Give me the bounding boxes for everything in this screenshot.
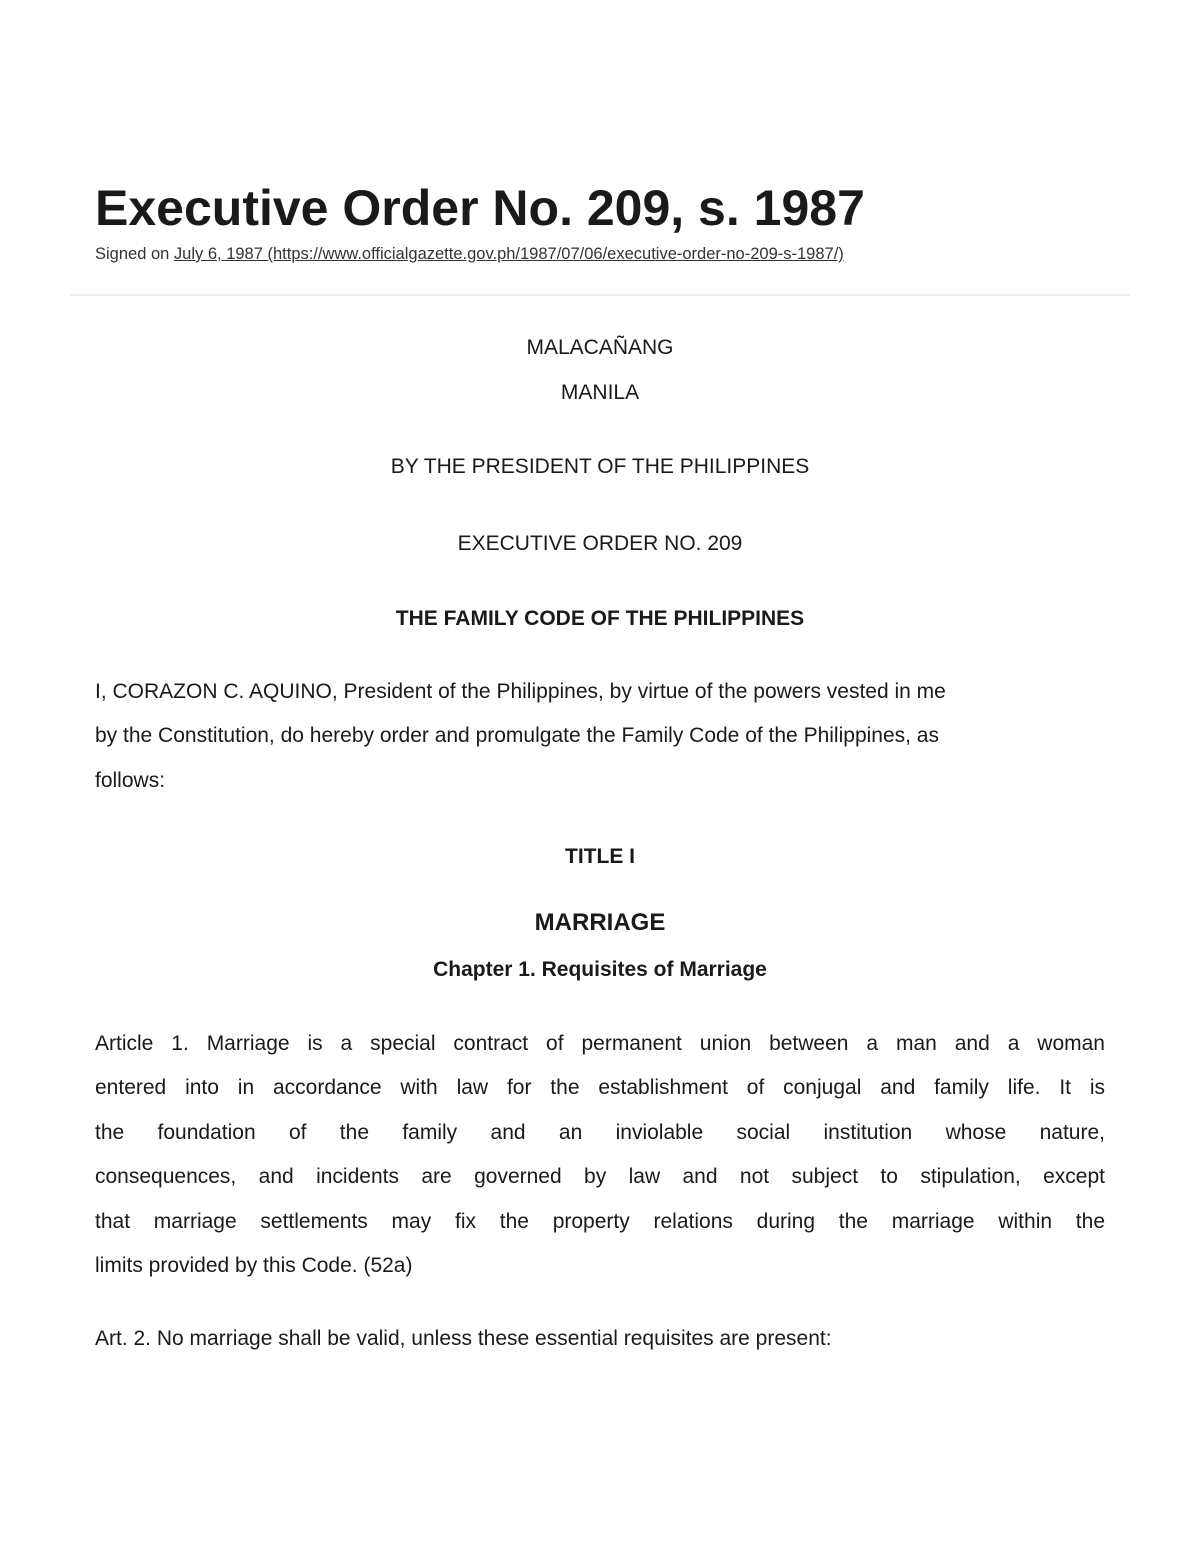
header-divider <box>70 294 1130 296</box>
signed-prefix: Signed on <box>95 245 170 263</box>
article-1-line: limits provided by this Code. (52a) <box>95 1253 413 1277</box>
family-code-title: THE FAMILY CODE OF THE PHILIPPINES <box>395 607 805 630</box>
article-1-line: the foundation of the family and an inviolable social institution whose nature, <box>95 1120 1105 1144</box>
article-2-paragraph <box>95 1317 1105 1361</box>
title-heading: TITLE I <box>565 845 635 868</box>
preamble-line: by the Constitution, do hereby order and promulgate the Family Code of the Philippines, as <box>95 724 939 748</box>
article-1-paragraph <box>95 1022 1105 1288</box>
malacanang-line: MALACAÑANG <box>526 336 674 359</box>
marriage-heading: MARRIAGE <box>534 909 666 936</box>
article-1-line: Article 1. Marriage is a special contract of permanent union between a man and a woman <box>95 1032 1105 1055</box>
article-1-line: consequences, and incidents are governed by law and not subject to stipulation, except <box>95 1165 1105 1189</box>
article-2-line: Art. 2. No marriage shall be valid, unless these essential requisites are present: <box>95 1327 832 1350</box>
document-title: Executive Order No. 209, s. 1987 <box>95 180 865 236</box>
executive-order-number-line: EXECUTIVE ORDER NO. 209 <box>457 532 743 555</box>
by-the-president-line: BY THE PRESIDENT OF THE PHILIPPINES <box>390 455 810 478</box>
preamble-line: follows: <box>95 768 166 792</box>
signed-date-line <box>95 243 844 265</box>
preamble-line: I, CORAZON C. AQUINO, President of the Philippines, by virtue of the powers vested in me <box>95 680 946 703</box>
article-1-line: entered into in accordance with law for the establishment of conjugal and family life. It is <box>95 1076 1105 1100</box>
manila-line: MANILA <box>560 381 640 404</box>
chapter-heading: Chapter 1. Requisites of Marriage <box>433 958 767 981</box>
article-1-line: that marriage settlements may fix the property relations during the marriage within the <box>95 1209 1105 1233</box>
signed-date-link[interactable]: July 6, 1987 (https://www.officialgazette.gov.ph/1987/07/06/executive-order-no-209-s-1987/) <box>173 245 844 263</box>
preamble-paragraph <box>95 670 1105 803</box>
